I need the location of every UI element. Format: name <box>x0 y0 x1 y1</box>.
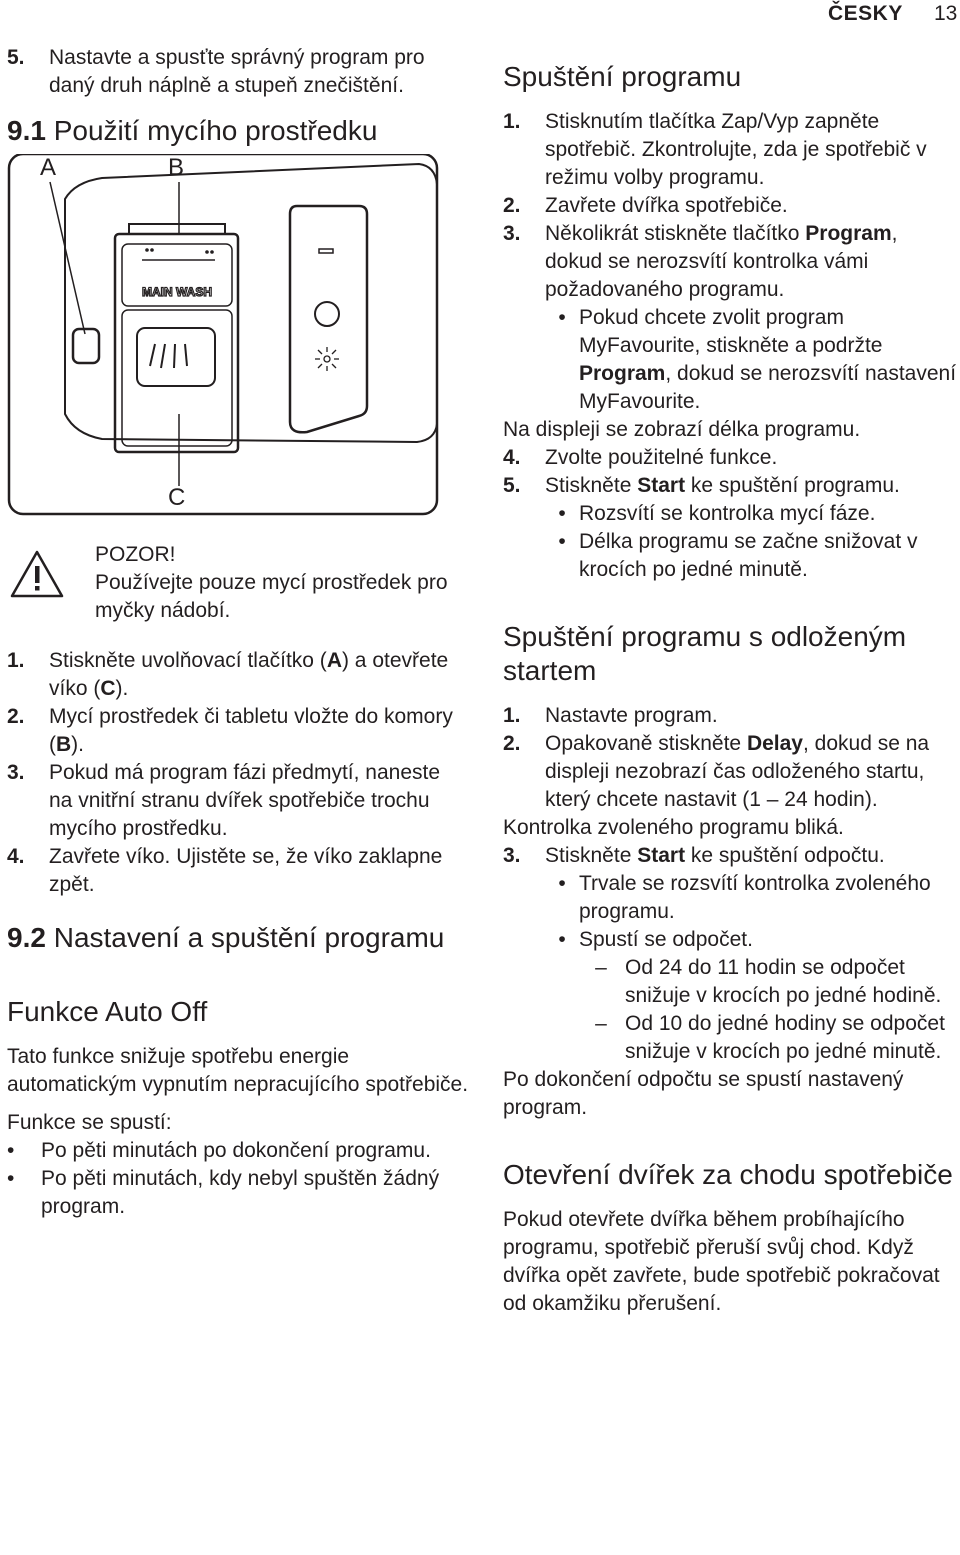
countdown-end-note: Po dokončení odpočtu se spustí nastavený program. <box>503 1068 904 1119</box>
section-number: 9.1 <box>7 115 46 146</box>
step-number: 2. <box>503 732 521 755</box>
step-number: 5. <box>7 46 25 69</box>
detergent-dispenser-figure <box>7 154 469 539</box>
auto-off-description: Tato funkce snižuje spotřebu energie automatickým vypnutím nepracujícího spotřebiče. <box>7 1045 469 1096</box>
warning-box <box>7 541 469 625</box>
step-text: Stiskněte Start ke spuštění odpočtu. <box>545 844 885 867</box>
bullet-mark: • <box>7 1139 15 1162</box>
step-item <box>503 730 960 814</box>
left-column <box>7 44 469 1221</box>
bullet-text: Trvale se rozsvítí kontrolka zvoleného programu. <box>579 872 931 923</box>
step-text: Nastavte a spusťte správný program pro daný druh náplně a stupeň znečištění. <box>49 46 425 97</box>
step-text: Stiskněte uvolňovací tlačítko (A) a otevřete víko (C). <box>49 649 449 700</box>
step-number: 3. <box>503 222 521 245</box>
dash-mark: – <box>595 1012 607 1035</box>
step-text: Zavřete víko. Ujistěte se, že víko zaklapne zpět. <box>49 845 443 896</box>
step-number: 1. <box>503 704 521 727</box>
dispenser-illustration <box>7 154 469 539</box>
section-title-text: Použití mycího prostředku <box>45 115 378 146</box>
section-number: 9.2 <box>7 922 46 953</box>
auto-off-bullet <box>7 1165 469 1221</box>
step-text: Zavřete dvířka spotřebiče. <box>545 194 788 217</box>
step-item <box>7 759 469 843</box>
step-text: Nastavte program. <box>545 704 718 727</box>
bullet-mark: • <box>558 306 566 329</box>
start-program-steps <box>503 108 960 584</box>
step-text: Mycí prostředek či tabletu vložte do komory (B). <box>49 705 453 756</box>
bullet-mark: • <box>558 530 566 553</box>
delay-start-steps <box>503 702 960 1122</box>
step-item <box>503 702 960 730</box>
step-text: Opakovaně stiskněte Delay, dokud se na displeji nezobrazí čas odloženého startu, který chcete nastavit (1 – 24 hodin). <box>545 732 930 811</box>
bullet-text: Po pěti minutách po dokončení programu. <box>41 1139 431 1162</box>
bullet-mark: • <box>558 928 566 951</box>
step-item <box>503 472 960 500</box>
figure-label-a: A <box>40 154 57 181</box>
step-number: 1. <box>7 649 25 672</box>
figure-label-b: B <box>168 154 185 181</box>
step-number: 2. <box>503 194 521 217</box>
step-number: 5. <box>503 474 521 497</box>
section-title-text: Nastavení a spuštění programu <box>45 922 445 953</box>
warning-title: POZOR! <box>95 543 176 566</box>
bullet-mark: • <box>7 1167 15 1190</box>
bullet-text: Po pěti minutách, kdy nebyl spuštěn žádný program. <box>41 1167 440 1218</box>
step-item <box>7 647 469 703</box>
step-item <box>503 192 960 220</box>
intro-step <box>7 44 469 100</box>
blink-note: Kontrolka zvoleného programu bliká. <box>503 816 844 839</box>
dash-text: Od 10 do jedné hodiny se odpočet snižuje v krocích po jedné minutě. <box>625 1012 945 1063</box>
step-item <box>7 703 469 759</box>
bullet-text: Pokud chcete zvolit program MyFavourite, stiskněte a podržte Program, dokud se nerozsvítí nastavení MyFavourite. <box>579 306 957 413</box>
figure-label-c: C <box>168 484 186 511</box>
bullet-mark: • <box>558 502 566 525</box>
auto-off-title: Funkce Auto Off <box>7 996 208 1027</box>
detergent-steps <box>7 647 469 899</box>
header-language: ČESKY <box>828 2 903 25</box>
door-open-title: Otevření dvířek za chodu spotřebiče <box>503 1159 953 1190</box>
step-number: 4. <box>7 845 25 868</box>
step-number: 1. <box>503 110 521 133</box>
bullet-mark: • <box>558 872 566 895</box>
step-text: Zvolte použitelné funkce. <box>545 446 778 469</box>
step-item <box>503 444 960 472</box>
bullet-text: Délka programu se začne snižovat v krocích po jedné minutě. <box>579 530 918 581</box>
step-item <box>503 108 960 192</box>
delay-start-title: Spuštění programu s odloženým startem <box>503 621 907 686</box>
bullet-text: Spustí se odpočet. <box>579 928 753 951</box>
warning-triangle-icon <box>7 549 67 599</box>
sub-bullet <box>503 500 960 528</box>
step-item <box>503 220 960 304</box>
sub-bullet <box>503 870 960 926</box>
right-column <box>503 60 960 1318</box>
step-text: Stiskněte Start ke spuštění programu. <box>545 474 900 497</box>
dash-mark: – <box>595 956 607 979</box>
step-text: Pokud má program fázi předmytí, naneste na vnitřní stranu dvířek spotřebiče trochu mycího prostředku. <box>49 761 441 840</box>
bullet-text: Rozsvítí se kontrolka mycí fáze. <box>579 502 876 525</box>
sub-dash-item <box>503 954 960 1010</box>
sub-dash-item <box>503 1010 960 1066</box>
step-text: Stisknutím tlačítka Zap/Vyp zapněte spotřebič. Zkontrolujte, zda je spotřebič v režimu volby programu. <box>545 110 927 189</box>
sub-bullet <box>503 926 960 954</box>
step-number: 3. <box>7 761 25 784</box>
dash-text: Od 24 do 11 hodin se odpočet snižuje v krocích po jedné hodině. <box>625 956 942 1007</box>
main-wash-label: MAIN WASH <box>142 285 212 299</box>
door-open-text: Pokud otevřete dvířka během probíhajícího programu, spotřebič přeruší svůj chod. Když dvířka opět zavřete, bude spotřebič pokračovat od okamžiku přerušení. <box>503 1208 940 1315</box>
step-item <box>7 843 469 899</box>
start-program-title: Spuštění programu <box>503 61 742 92</box>
sub-bullet <box>503 304 960 416</box>
step-number: 2. <box>7 705 25 728</box>
step-number: 4. <box>503 446 521 469</box>
display-note: Na displeji se zobrazí délka programu. <box>503 418 861 441</box>
page-number: 13 <box>934 2 958 25</box>
step-text: Několikrát stiskněte tlačítko Program, dokud se nerozsvítí kontrolka vámi požadovaného programu. <box>545 222 898 301</box>
section-title-9-2 <box>7 921 469 955</box>
auto-off-bullet <box>7 1137 469 1165</box>
step-item <box>503 842 960 870</box>
sub-bullet <box>503 528 960 584</box>
step-number: 3. <box>503 844 521 867</box>
auto-off-starts: Funkce se spustí: <box>7 1111 172 1134</box>
section-title-9-1 <box>7 114 469 148</box>
warning-text: Používejte pouze mycí prostředek pro myčky nádobí. <box>95 571 448 622</box>
